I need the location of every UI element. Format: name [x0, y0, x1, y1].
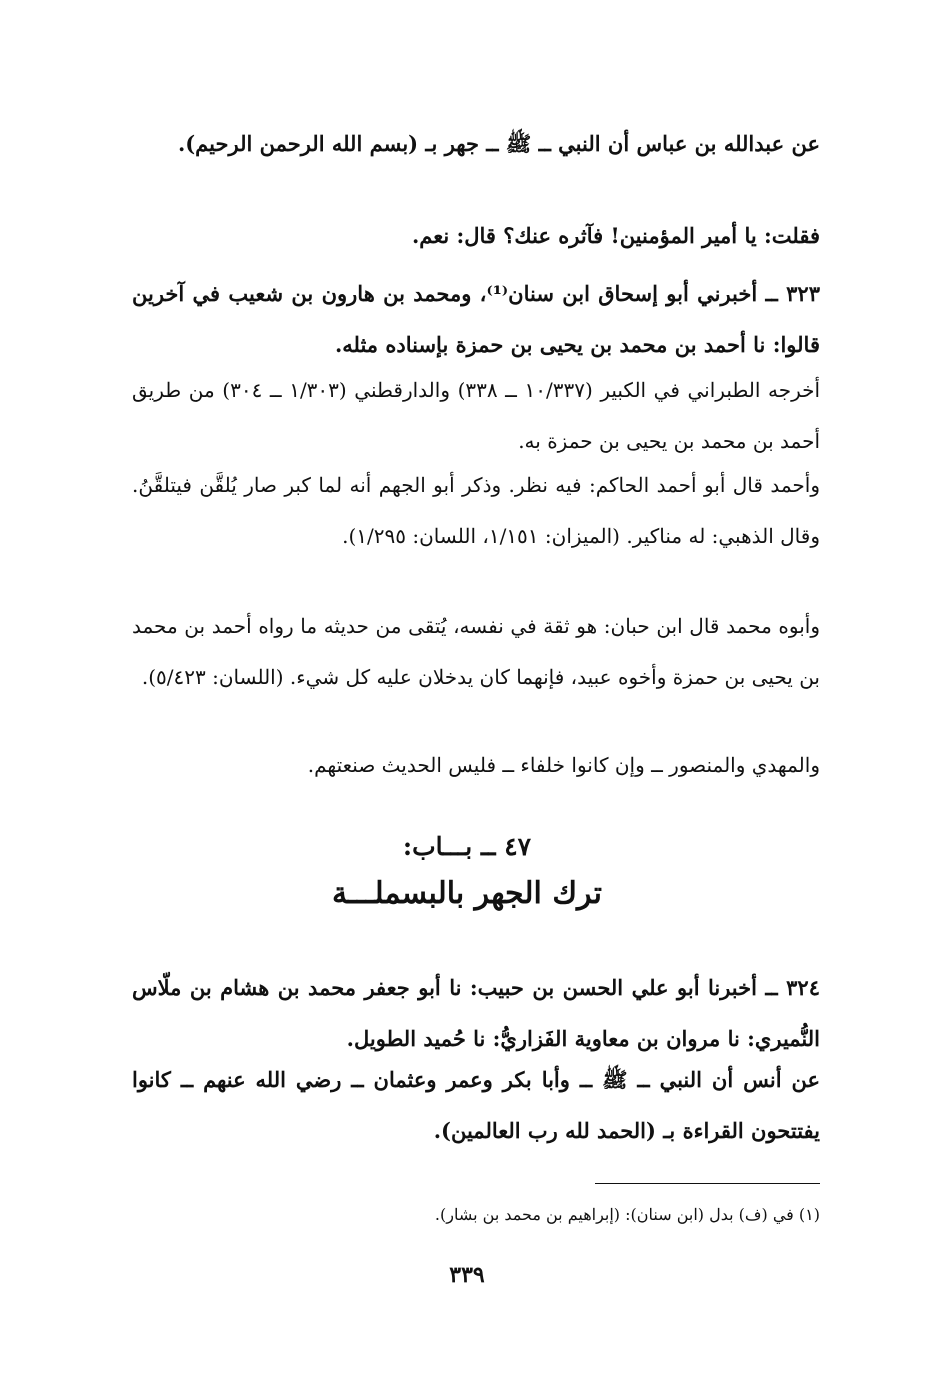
hadith-323-isnad: ٣٢٣ ــ أخبرني أبو إسحاق ابن سنان⁽¹⁾، ومحمد بن هارون بن شعيب في آخرين قالوا: نا أحمد بن محمد بن يحيى بن حمزة بإسناده مثله. [132, 281, 820, 357]
narrator-criticism-father: وأبوه محمد قال ابن حبان: هو ثقة في نفسه، يُتقى من حديثه ما رواه أحمد بن محمد بن يحيى بن حمزة وأخوه عبيد، فإنهما كان يدخلان عليه كل شيء. (اللسان: ٥/٤٢٣). [132, 614, 820, 689]
takhrij-note: أخرجه الطبراني في الكبير (١٠/٣٣٧ ــ ٣٣٨) والدارقطني (١/٣٠٣ ــ ٣٠٤) من طريق أحمد بن محمد بن يحيى بن حمزة به. [132, 378, 821, 453]
hadith-324-isnad: ٣٢٤ ــ أخبرنا أبو علي الحسن بن حبيب: نا أبو جعفر محمد بن هشام بن ملّاس النُّميري: نا مروان بن معاوية الفَزاريُّ: نا حُميد الطويل. [132, 975, 820, 1051]
footnote: (١) في (ف) بدل (ابن سنان): (إبراهيم بن محمد بن بشار). [434, 1205, 820, 1224]
narrator-criticism-ahmad: وأحمد قال أبو أحمد الحاكم: فيه نظر. وذكر أبو الجهم أنه لما كبر صار يُلقَّن فيتلقَّنُ. وقال الذهبي: له مناكير. (الميزان: ١/١٥١، اللسان: ١/٢٩٥). [132, 473, 820, 548]
chapter-title: ترك الجهر بالبسملـــة [332, 876, 602, 911]
chapter-number: ٤٧ ــ بـــاب: [402, 832, 532, 861]
page-number: ٣٣٩ [449, 1262, 485, 1288]
closing-remark: والمهدي والمنصور ــ وإن كانوا خلفاء ــ فليس الحديث صنعتهم. [307, 753, 820, 777]
hadith-text-closing: فقلت: يا أمير المؤمنين! فآثره عنك؟ قال: نعم. [411, 223, 820, 248]
hadith-text-continuation: عن عبدالله بن عباس أن النبي ــ ﷺ ــ جهر بـ (بسم الله الرحمن الرحيم). [177, 131, 820, 156]
hadith-324-matn: عن أنس أن النبي ــ ﷺ ــ وأبا بكر وعمر وعثمان ــ رضي الله عنهم ــ كانوا يفتتحون القراءة بـ (الحمد لله رب العالمين). [132, 1067, 820, 1143]
footnote-divider [595, 1183, 820, 1184]
